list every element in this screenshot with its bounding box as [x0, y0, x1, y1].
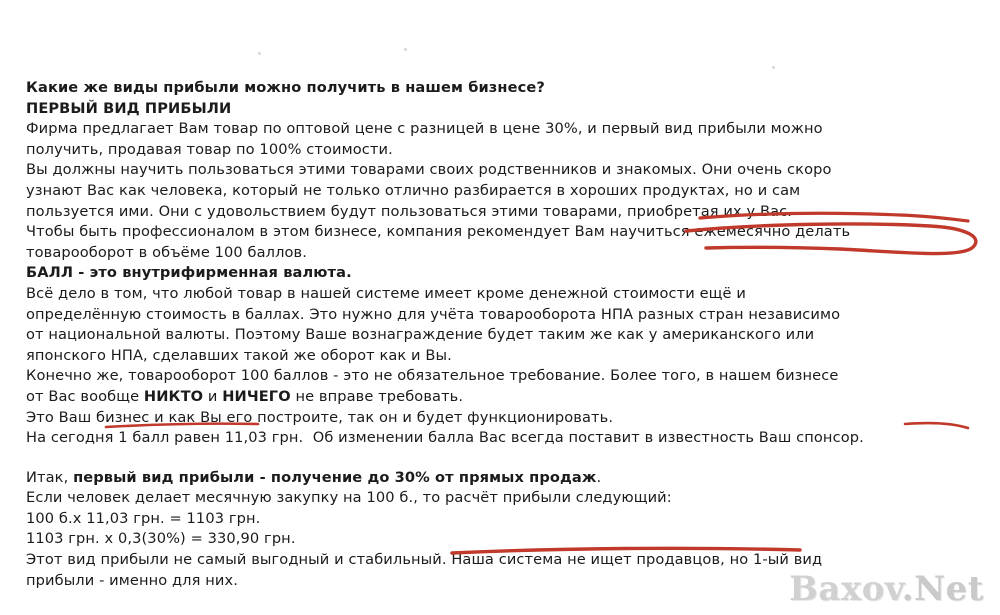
paragraph-6-point-rate: На сегодня 1 балл равен 11,03 грн. Об изменении балла Вас всегда поставит в известность Ваш спонсор. [26, 429, 864, 447]
document-subheading-point-currency: БАЛЛ - это внутрифирменная валюта. [26, 264, 352, 282]
paragraph-1-line-2: получить, продавая товар по 100% стоимости. [26, 140, 393, 158]
scan-speck [258, 52, 261, 55]
paragraph-4-line-2: от Вас вообще НИКТО и НИЧЕГО не вправе требовать. [26, 387, 464, 405]
paragraph-2-line-2: узнают Вас как человека, который не только отлично разбирается в хороших продуктах, но и сам [26, 181, 801, 199]
site-watermark [789, 569, 984, 609]
paragraph-3-line-3: от национальной валюты. Поэтому Ваше вознаграждение будет таким же как у американского или [26, 326, 815, 344]
watermark-suffix: .Net [901, 569, 984, 609]
paragraph-7-summary: Итак, первый вид прибыли - получение до 30% от прямых продаж. [26, 468, 602, 486]
paragraph-3-line-1: Всё дело в том, что любой товар в нашей системе имеет кроме денежной стоимости ещё и [26, 284, 746, 302]
document-body [26, 78, 976, 591]
calculation-line-1: 100 б.х 11,03 грн. = 1103 грн. [26, 509, 261, 527]
paragraph-1-line-1: Фирма предлагает Вам товар по оптовой цене с разницей в цене 30%, и первый вид прибыли можно [26, 120, 823, 138]
paragraph-5: Это Ваш бизнес и как Вы его построите, так он и будет функционировать. [26, 408, 614, 426]
paragraph-2-line-3: пользуется ими. Они с удовольствием будут пользоваться этими товарами, приобретая их у Вас. [26, 202, 792, 220]
document-subheading-first-profit: ПЕРВЫЙ ВИД ПРИБЫЛИ [26, 99, 232, 117]
paragraph-3-line-4: японского НПА, сделавших такой же оборот как и Вы. [26, 346, 452, 364]
paragraph-8-example-intro: Если человек делает месячную закупку на 100 б., то расчёт прибыли следующий: [26, 489, 672, 507]
paragraph-9-line-2: прибыли - именно для них. [26, 571, 238, 589]
calculation-line-2: 1103 грн. х 0,3(30%) = 330,90 грн. [26, 530, 296, 548]
paragraph-spacer [26, 449, 976, 468]
paragraph-4-line-1: Конечно же, товарооборот 100 баллов - это не обязательное требование. Более того, в нашем бизнесе [26, 367, 839, 385]
paragraph-9-line-1: Этот вид прибыли не самый выгодный и стабильный. Наша система не ищет продавцов, но 1-ый вид [26, 551, 823, 569]
paragraph-3-line-2: определённую стоимость в баллах. Это нужно для учёта товарооборота НПА разных стран независимо [26, 305, 841, 323]
paragraph-2-line-5: товарооборот в объёме 100 баллов. [26, 243, 308, 261]
watermark-main: Baxov [789, 569, 902, 609]
scan-speck [404, 48, 407, 51]
paragraph-2-line-4: Чтобы быть профессионалом в этом бизнесе, компания рекомендует Вам научиться ежемесячно делать [26, 223, 851, 241]
paragraph-2-line-1: Вы должны научить пользоваться этими товарами своих родственников и знакомых. Они очень скоро [26, 161, 832, 179]
scan-speck [772, 66, 775, 69]
document-heading: Какие же виды прибыли можно получить в нашем бизнесе? [26, 79, 545, 96]
